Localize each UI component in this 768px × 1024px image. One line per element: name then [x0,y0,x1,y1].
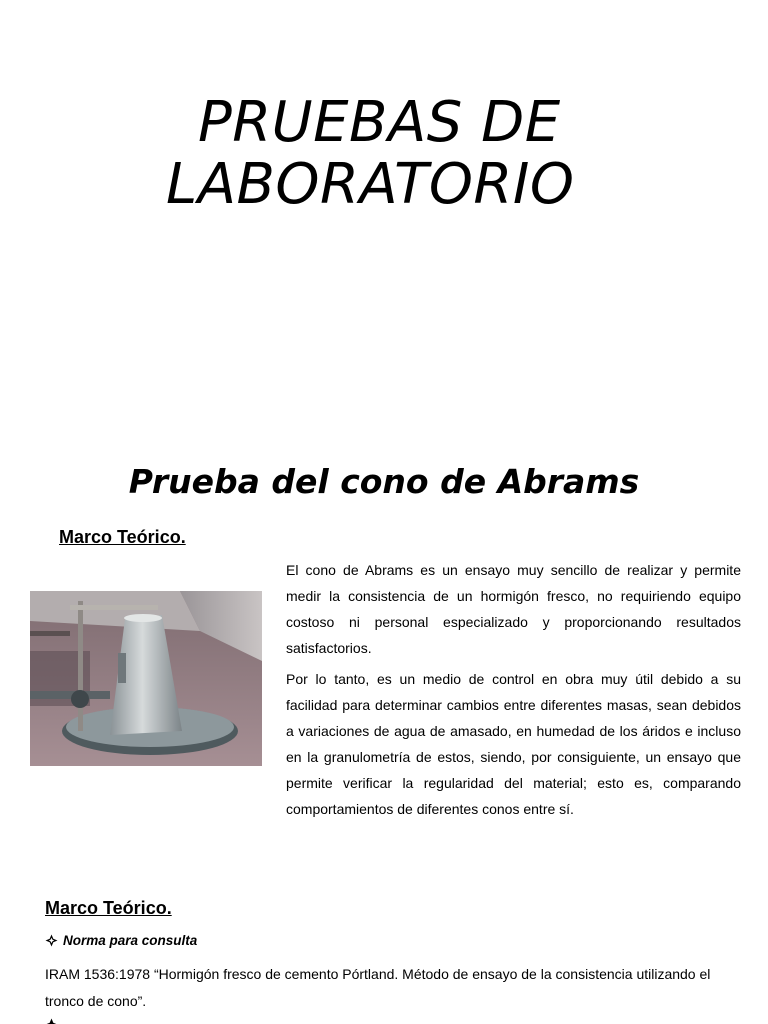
title-line-1: PRUEBAS DE [198,90,561,155]
paragraph-2: Por lo tanto, es un medio de control en obra muy útil debido a su facilidad para determinar cambios entre diferentes masas, sean debidos a variaciones de agua de amasado, en humedad de los áridos e incluso en la granulometría de estos, siendo, por consiguiente, un ensayo que permite verificar la regularidad del material; esto es, comparando comportamientos de diferentes conos entre sí. [286,671,741,817]
section-heading: Prueba del cono de Abrams [128,462,640,501]
abrams-description [286,557,741,827]
marco-teorico-heading-2: Marco Teórico. [45,898,172,918]
paragraph-1: El cono de Abrams es un ensayo muy sencillo de realizar y permite medir la consistencia de un hormigón fresco, no requiriendo equipo costoso ni personal especializado y proporcionando resultados satisfactorios. [286,562,741,656]
norma-item [45,933,197,948]
diamond-bullet-icon [45,1018,58,1024]
document-title [140,92,610,216]
title-line-2: LABORATORIO [166,152,575,217]
norma-reference: IRAM 1536:1978 “Hormigón fresco de cemento Pórtland. Método de ensayo de la consistencia utilizando el tronco de cono”. [45,966,711,1009]
diamond-bullet-icon [45,934,58,947]
abrams-cone-photo [30,591,262,766]
abrams-cone-illustration [30,591,262,766]
marco-teorico-heading-1: Marco Teórico. [59,527,186,547]
norma-label: Norma para consulta [63,933,198,948]
